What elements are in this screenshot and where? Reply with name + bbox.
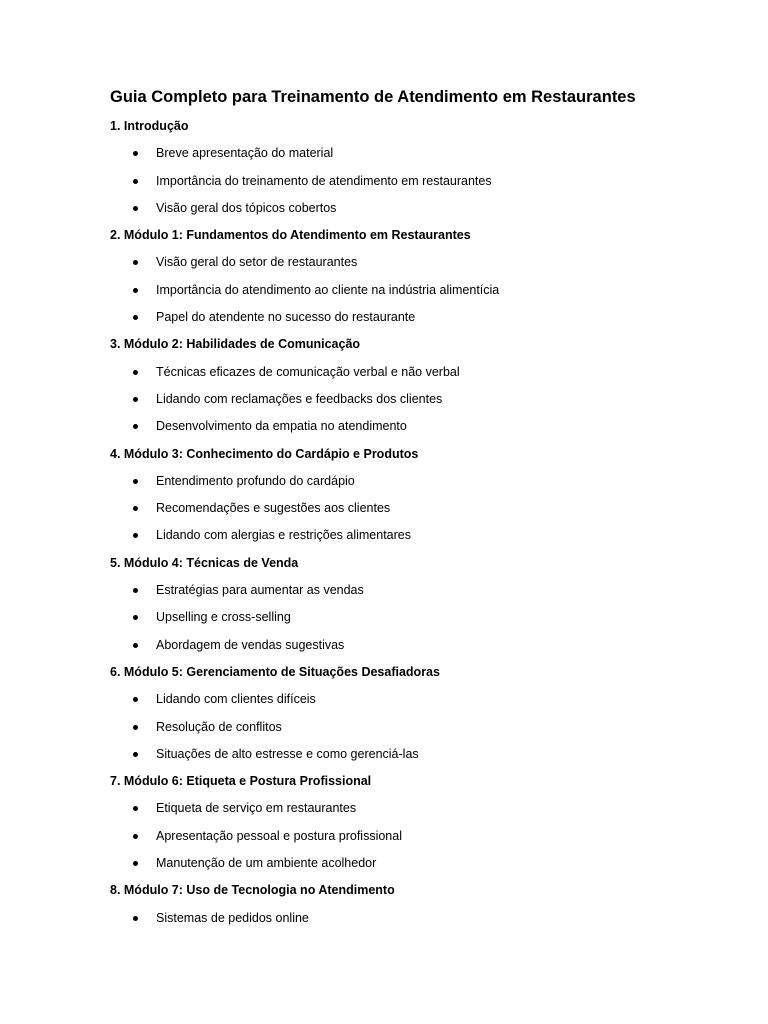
section-modulo-7 (110, 881, 730, 926)
bullet-icon (133, 533, 138, 538)
list-item-text: Recomendações e sugestões aos clientes (156, 501, 391, 516)
section-modulo-1 (110, 226, 730, 326)
list-item-text: Estratégias para aumentar as vendas (156, 583, 364, 598)
list-item (110, 417, 730, 435)
list-item-text: Técnicas eficazes de comunicação verbal e não verbal (156, 364, 460, 379)
list-item-text: Sistemas de pedidos online (156, 910, 309, 925)
list-item (110, 308, 730, 326)
list-item-text: Importância do treinamento de atendimento em restaurantes (156, 173, 492, 188)
bullet-icon (133, 179, 138, 184)
section-modulo-5 (110, 663, 730, 763)
list-item (110, 581, 730, 599)
list-item-text: Etiqueta de serviço em restaurantes (156, 801, 357, 816)
list-item (110, 690, 730, 708)
list-item (110, 526, 730, 544)
list-item (110, 390, 730, 408)
bullet-icon (133, 725, 138, 730)
bullet-list (110, 909, 730, 927)
list-item-text: Breve apresentação do material (156, 146, 334, 161)
bullet-icon (133, 643, 138, 648)
section-heading: 5. Módulo 4: Técnicas de Venda (110, 555, 299, 570)
bullet-list (110, 363, 730, 436)
list-item-text: Visão geral do setor de restaurantes (156, 255, 358, 270)
bullet-icon (133, 288, 138, 293)
list-item-text: Desenvolvimento da empatia no atendimento (156, 419, 407, 434)
document-page (110, 86, 730, 936)
list-item-text: Manutenção de um ambiente acolhedor (156, 856, 377, 871)
bullet-icon (133, 151, 138, 156)
section-heading: 6. Módulo 5: Gerenciamento de Situações Desafiadoras (110, 664, 440, 679)
bullet-icon (133, 916, 138, 921)
bullet-icon (133, 397, 138, 402)
list-item-text: Resolução de conflitos (156, 719, 282, 734)
section-modulo-4 (110, 554, 730, 654)
section-heading: 1. Introdução (110, 119, 189, 133)
bullet-list (110, 690, 730, 763)
list-item (110, 854, 730, 872)
list-item (110, 745, 730, 763)
list-item (110, 472, 730, 490)
list-item-text: Visão geral dos tópicos cobertos (156, 200, 337, 215)
bullet-icon (133, 697, 138, 702)
list-item (110, 827, 730, 845)
bullet-icon (133, 615, 138, 620)
section-heading: 8. Módulo 7: Uso de Tecnologia no Atendimento (110, 883, 395, 898)
list-item (110, 144, 730, 162)
list-item-text: Lidando com reclamações e feedbacks dos clientes (156, 391, 443, 406)
section-modulo-3 (110, 445, 730, 545)
list-item (110, 909, 730, 927)
bullet-icon (133, 206, 138, 211)
list-item (110, 199, 730, 217)
list-item-text: Apresentação pessoal e postura profissional (156, 828, 402, 843)
bullet-list (110, 144, 730, 217)
list-item-text: Papel do atendente no sucesso do restaurante (156, 310, 416, 325)
section-modulo-2 (110, 335, 730, 435)
bullet-icon (133, 370, 138, 375)
list-item-text: Lidando com clientes difíceis (156, 692, 316, 707)
list-item (110, 499, 730, 517)
list-item-text: Abordagem de vendas sugestivas (156, 637, 345, 652)
list-item-text: Upselling e cross-selling (156, 610, 291, 625)
section-heading: 3. Módulo 2: Habilidades de Comunicação (110, 337, 361, 352)
bullet-icon (133, 479, 138, 484)
bullet-icon (133, 752, 138, 757)
section-heading: 7. Módulo 6: Etiqueta e Postura Profissional (110, 774, 372, 789)
bullet-icon (133, 861, 138, 866)
list-item (110, 253, 730, 271)
list-item (110, 636, 730, 654)
section-heading: 2. Módulo 1: Fundamentos do Atendimento em Restaurantes (110, 228, 471, 243)
list-item-text: Entendimento profundo do cardápio (156, 473, 355, 488)
list-item (110, 718, 730, 736)
list-item (110, 281, 730, 299)
section-introducao (110, 117, 730, 217)
bullet-icon (133, 834, 138, 839)
list-item-text: Situações de alto estresse e como gerenciá-las (156, 746, 419, 761)
bullet-icon (133, 315, 138, 320)
bullet-icon (133, 424, 138, 429)
section-heading: 4. Módulo 3: Conhecimento do Cardápio e Produtos (110, 446, 419, 461)
list-item (110, 608, 730, 626)
bullet-list (110, 472, 730, 545)
bullet-icon (133, 806, 138, 811)
bullet-list (110, 799, 730, 872)
list-item-text: Lidando com alergias e restrições alimentares (156, 528, 411, 543)
bullet-list (110, 581, 730, 654)
bullet-icon (133, 506, 138, 511)
list-item-text: Importância do atendimento ao cliente na indústria alimentícia (156, 282, 500, 297)
list-item (110, 363, 730, 381)
bullet-icon (133, 260, 138, 265)
bullet-icon (133, 588, 138, 593)
document-title: Guia Completo para Treinamento de Atendimento em Restaurantes (110, 88, 636, 106)
bullet-list (110, 253, 730, 326)
list-item (110, 799, 730, 817)
section-modulo-6 (110, 772, 730, 872)
list-item (110, 172, 730, 190)
